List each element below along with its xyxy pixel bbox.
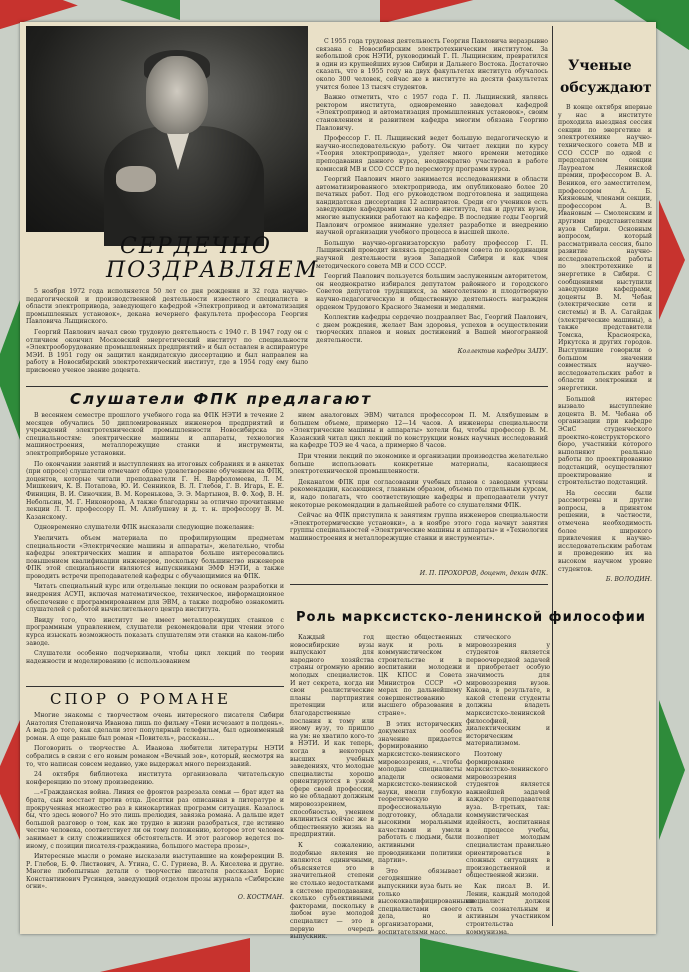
green-corner-shape xyxy=(420,938,580,972)
congrats-title-line1: СЕРДЕЧНО xyxy=(120,234,272,259)
paragraph: По окончании занятий и выступлениях на итоговых собраниях и в анкетах (при опросе) слушатели отмечают общее удовлетворение обучением на ФПК, доцентов, которые читали преподаватели Г. Н. Варфоломеева, Л. М. Мишкевич, К. В. Потапова, Ю. И. Сенников, В. Л. Глебов, Г. В. Игарь, Е. Е. Финицин, В. И. Синочкин, В. М. Коренькова, Э. Э. Мартынов, В. Ф. Хоф, В. Н. Небольсин, М. Г. Никонорова, А также благодарны за отлично прочитанные лекции Л. Т. профессору П. М. Алябушеву и д. т. н. профессору В. М. Казанскому. xyxy=(26,460,284,521)
green-corner-shape xyxy=(659,700,685,840)
congrats-left-column xyxy=(26,288,308,380)
paragraph: Многие знакомы с творчеством очень интересного писателя Сибири Анатолия Степановича Иванова лишь по фильму «Тени исчезают в полдень». А ведь до того, как сделали этот популярный телефильм, был одноименный роман. А еще раньше был роман «Повитель», рассказы... xyxy=(26,712,284,742)
paragraph: В конце октября впервые у нас в институте проходила выездная сессия секции по энергетике и электротехнике научно-технического совета МВ и ССО СССР по одной с председателем секции Лауреатом Ленинской премии, профессором В. А. Веников, его заместителем, профессором А. Б. Кияновым, членами секции, профессором А. В. Ивановым — Смоленским и другими представителями вузов Сибири. Основным вопросом, который рассматривала сессия, было развитие научно-исследовательской работы по электротехнике и энергетике в Сибири. С сообщениями выступили заведующие кафедрами, доценты В. М. Чебан (электрические сети и системы) и В. А. Сагайдак (электрические машины), а также представители Томска, Красноярска, Иркутска и других городов. Выступившие говорили о большом значении совместных научно-исследовательских работ в области электроники и энергетики. xyxy=(558,104,652,392)
paragraph: В весеннем семестре прошлого учебного года на ФПК НЭТИ в течение 2 месяцев обучались 50 дипломированных инженеров предприятий и учреждений электротехнической промышленности Новосибирска по специальностям: электрические машины и аппараты, технология машиностроения, металлорежущие станки и инструменты, электроприборные установки. xyxy=(26,412,284,457)
paragraph: Поэтому формирование марксистско-ленинского мировоззрения студентов является важнейшей задачей каждого преподавателя вуза. В-третьих, так: коммунистическая идейность, воспитанная в процессе учебы, позволяет молодым специалистам правильно ориентироваться в сложных ситуациях в производственной и общественной жизни. xyxy=(466,750,550,880)
congrats-right-column xyxy=(316,38,548,380)
paragraph: 5 ноября 1972 года исполняется 50 лет со дня рождения и 32 года научно-педагогической и производственной деятельности известного специалиста в области электропривода, заведующего кафедрой «Электропривод и автоматизация промышленных установок», декана вечернего факультета профессора Георгия Павловича Лыщинского. xyxy=(26,288,308,326)
red-corner-shape xyxy=(380,0,520,24)
novel-column xyxy=(26,712,284,926)
paragraph: Георгий Павлович пользуется большим заслуженным авторитетом, он неоднократно избирался депутатом районного и городского Советов депутатов трудящихся, за многолетнюю и плодотворную научно-педагогическую и общественную деятельность награжден орденом Трудового Красного Знамени и медалями. xyxy=(316,273,548,311)
philosophy-col1 xyxy=(290,634,374,941)
paragraph: Увеличить объем материала по профилирующим предметам специальности «Электрические машины и аппараты», желательно, чтобы кафедры электрических машин и аппаратов больше интересовались повышением квалификации инженеров, поскольку большинство инженеров ФПК этой специальности являются выпускниками ЭМФ НЭТИ, а также проводить встречи преподавателей кафедры с обучающимися на ФПК. xyxy=(26,534,284,580)
fpk-left-column xyxy=(26,412,284,682)
red-corner-shape xyxy=(659,200,685,320)
divider xyxy=(26,386,548,387)
paragraph: На сессии были рассмотрены и другие вопросы, в принятом решении, в частности, отмечена необходимость более широкого привлечения к научно-исследовательским работам и проведению их на высоком научном уровне студентов. xyxy=(558,489,652,573)
paragraph: Слушатели особенно подчеркивали, чтобы цикл лекций по теории надежности и моделированию (с использованием xyxy=(26,650,284,665)
novel-title: СПОР О РОМАНЕ xyxy=(50,690,231,708)
paragraph: Коллектив кафедры сердечно поздравляет Вас, Георгий Павлович, с днем рождения, желает Вам здоровья, успехов в осуществлении творческих планов и новых достижений в Вашей многогранной деятельности. xyxy=(316,314,548,344)
scholars-signature: Б. ВОЛОДИН. xyxy=(605,576,652,584)
scholars-column xyxy=(558,104,652,814)
paragraph: Интересные мысли о романе высказали выступавшие на конференции В. Р. Глебов, Б. Ф. Листвович, А. Утина, С. С. Гуриева, В. А. Киселева и другие. Многие любопытные детали о творчестве писателя рассказал Борис Константинович Русинцев, заведующий отделом прозы журнала «Сибирские огни». xyxy=(26,853,284,891)
paragraph: Деканатом ФПК при согласовании учебных планов с заводами учтены рекомендации, касающиеся, главным образом, объема по отдельным курсам, и, надо полагать, что соответствующие кафедры и преподаватели учтут некоторые рекомендации в дальнейшей работе со слушателями ФПК. xyxy=(290,478,548,509)
divider xyxy=(26,686,284,687)
fpk-right-column xyxy=(290,412,548,568)
fpk-title: Слушатели ФПК предлагают xyxy=(70,390,373,408)
green-corner-shape xyxy=(0,300,20,440)
paragraph: нием аналоговых ЭВМ) читался профессором П. М. Алябушевым в большем объеме, примерно 12—14 часов. А инженеры специальности «Электрические машины и аппараты» хотели бы, чтобы профессор В. М. Казанский читал цикл лекций по конструкции новых научных исследований на кафедре ТОЭ не 4 часа, а примерно 8 часов. xyxy=(290,412,548,450)
newspaper-page xyxy=(20,22,656,941)
paragraph: стического мировоззрения у студентов является первоочередной задачей и приобретает особую значимость для мировоззрения вузов. Какова, в результате, в какой степени студенты должны владеть марксистско-ленинской философией, диалектическим и историческим материализмом. xyxy=(466,634,550,748)
paragraph: щество общественных наук и роль в коммунистическом строительстве и в воспитании молодежи ЦК КПСС и Совета Министров СССР «О мерах по дальнейшему совершенствованию высшего образования в стране». xyxy=(378,634,462,717)
portrait-photo xyxy=(26,26,308,232)
congrats-signature: Коллектив кафедры ЗАПУ. xyxy=(457,347,548,355)
paragraph: ...«Гражданская война. Линия ее фронтов разрезала семьи — брат идет на брата, сын восстает против отца. Десятки раз описанная в литературе и прокрученная множество раз в кинокартинах программ ситуация. Казалось бы, что здесь нового? Но это лишь прелюдия, завязка романа. А дальше идет большой разговор о том, как же трудно в жизни разобраться, где истинно честно человека, соответствует ли он тому положению, которое этот человек занимает в силу сложившихся обстоятельств. И этот разговор ведется по-иному, с позиции писателя-гражданина, большого мастера прозы», xyxy=(26,789,284,850)
philosophy-col2 xyxy=(378,634,475,936)
paragraph: С 1955 года трудовая деятельность Георгия Павловича неразрывно связана с Новосибирским электротехническим институтом. За небольшой срок НЭТИ, руководимый Г. П. Лыщинским, превратился в один из крупнейших вузов Сибири и Дальнего Востока. Достаточно сказать, что в 1955 году на двух факультетах института обучалось около 300 человек, сейчас же в институте на десяти факультетах учится более 13 тысяч студентов. xyxy=(316,38,548,91)
fpk-signature: И. П. ПРОХОРОВ, доцент, декан ФПК. xyxy=(419,570,548,577)
divider xyxy=(552,26,553,926)
paragraph: Это обязывает сегодняшние выпускники вуза быть не только высококвалифицированными специалистами своего дела, но и организаторами, воспитателями масс. xyxy=(378,867,475,936)
paragraph: В этих исторических документах особое значение придается формированию марксистско-ленинского мировоззрения, «...чтобы молодые специалисты владели основами марксистско-ленинской науки, имели глубокую теоретическую и профессиональную подготовку, обладали высокими моральными качествами и умели работать с людьми, были активными проводниками политики партии». xyxy=(378,720,462,865)
congrats-title-line2: ПОЗДРАВЛЯЕМ xyxy=(106,258,320,283)
novel-signature: О. КОСТМАН. xyxy=(237,894,284,902)
scholars-title-line1: Ученые xyxy=(568,58,632,74)
green-corner-shape xyxy=(60,0,180,20)
paragraph: Каждый год новосибирские вузы выпускают для народного хозяйства страны огромную армию молодых специалистов. И нет секрета, когда ни свои реалистические планы партприятия претенции или благодарственные послания к тому или иному вузу, то пришло на ум: не хватило кого-то в НЭТИ. И как теперь, когда в некоторых высших учебных заведениях, что молодые специалисты хорошо ориентируются в узкой сфере своей профессии, но не обладают должным мировоззрением, способностью, умением вклиниться сейчас же в общественную жизнь на предприятии. xyxy=(290,634,374,839)
paragraph: Сейчас на ФПК приступила к занятиям группа инженеров специальности «Электротермические установки», а в ноябре этого года начнут занятия группы специальностей «Электрические машины и аппараты» и «Технология машиностроения и металлорежущие станки и инструменты». xyxy=(290,512,548,542)
paragraph: Важно отметить, что с 1957 года Г. П. Лыщинский, являясь ректором института, одновременно заведовал кафедрой «Электропривод и автоматизация промышленных установок», своим становлением и развитием кафедра многим обязана Георгию Павловичу. xyxy=(316,94,548,132)
red-corner-shape xyxy=(100,938,250,972)
paragraph: К сожалению, подобные явления не являются единичными, объясняется это в значительной степени не столько недостатками в системе преподавания, сколько субъективными факторами, поскольку в любом вузе молодой специалист — это в первую очередь выпускник. xyxy=(290,842,374,941)
paragraph: Большой интерес вызвало выступление доцента В. М. Чебана об организации при кафедре ЭСиС студенческого проектно-конструкторского бюро, участники которого выполняют реальные работы по проектированию подстанций, осуществляют проектирование и строительство подстанций. xyxy=(558,395,652,487)
paragraph: Как писал В. И. Ленин, каждый молодой специалист должен стать сознательным и активным участником строительства коммунизма. xyxy=(466,883,550,936)
paragraph: 24 октября библиотека института организовала читательскую конференцию по этому произведению. xyxy=(26,771,284,786)
divider xyxy=(290,584,548,585)
paragraph: Большую научно-организаторскую работу профессор Г. П. Лыщинский проводит являясь председателем совета по координации научной деятельности вузов Западной Сибири и как член методического совета МВ и ССО СССР. xyxy=(316,239,548,270)
philosophy-title: Роль марксистско-ленинской философии xyxy=(296,610,646,625)
paragraph: Читать специальный курс или отдельные лекции по основам разработки и внедрения АСУП, включая математическое, техническое, информационное обеспечение с программированием для ЭВМ, а также подробно ознакомить слушателей с работой вычислительного центра института. xyxy=(26,583,284,614)
paragraph: Георгий Павлович начал свою трудовую деятельность с 1940 г. В 1947 году он с отличием окончил Московский энергетический институт по специальности «Электрооборудование промышленных предприятий» и был оставлен в аспирантуре МЭИ. В 1951 году он защитил кандидатскую диссертацию и был направлен на работу в Новосибирский электротехнический институт, где в 1954 году ему было присвоено ученое звание доцента. xyxy=(26,328,308,374)
scholars-title-line2: обсуждают xyxy=(560,80,652,96)
paragraph: Одновременно слушатели ФПК высказали следующие пожелания: xyxy=(34,524,255,532)
red-corner-shape xyxy=(0,720,20,840)
paragraph: Поговорить о творчестве А. Иванова любители литературы НЭТИ собрались в связи с его новым романом «Вечный зов», который, несмотря на то, что написан совсем недавно, уже выдержал много переизданий. xyxy=(26,745,284,768)
paragraph: Ввиду того, что институт не имеет металлорежущих станков с программным управлением, слушатели рекомендовали при чтении этого курса изыскать возможность показать слушателям эти станки на каком-либо заводе. xyxy=(26,616,284,647)
philosophy-col3 xyxy=(466,634,550,936)
paragraph: Георгий Павлович много занимается исследованиями в области автоматизированного электропривода, им опубликовано более 20 печатных работ. Под его руководством подготовлена и защищена кандидатская диссертация 12 аспирантов. Среди его учеников есть заведующие кафедрами как нашего института, так и других вузов, многие выпускники работают на кафедре. В последние годы Георгий Павлович огромное внимание уделяет разработке и внедрению научной организации учебного процесса в высшей школе. xyxy=(316,176,548,237)
paragraph: Профессор Г. П. Лыщинский ведет большую педагогическую и научно-исследовательскую работу. Он читает лекции по курсу «Теория электропривода», уделяет много времени методике преподавания данного курса, неоднократно участвовал в работе комиссий МВ и ССО СССР по пересмотру программ курса. xyxy=(316,135,548,173)
paragraph: При чтении лекций по экономике и организации производства желательно больше использовать конкретные материалы, касающиеся электротехнической промышленности. xyxy=(290,452,548,476)
